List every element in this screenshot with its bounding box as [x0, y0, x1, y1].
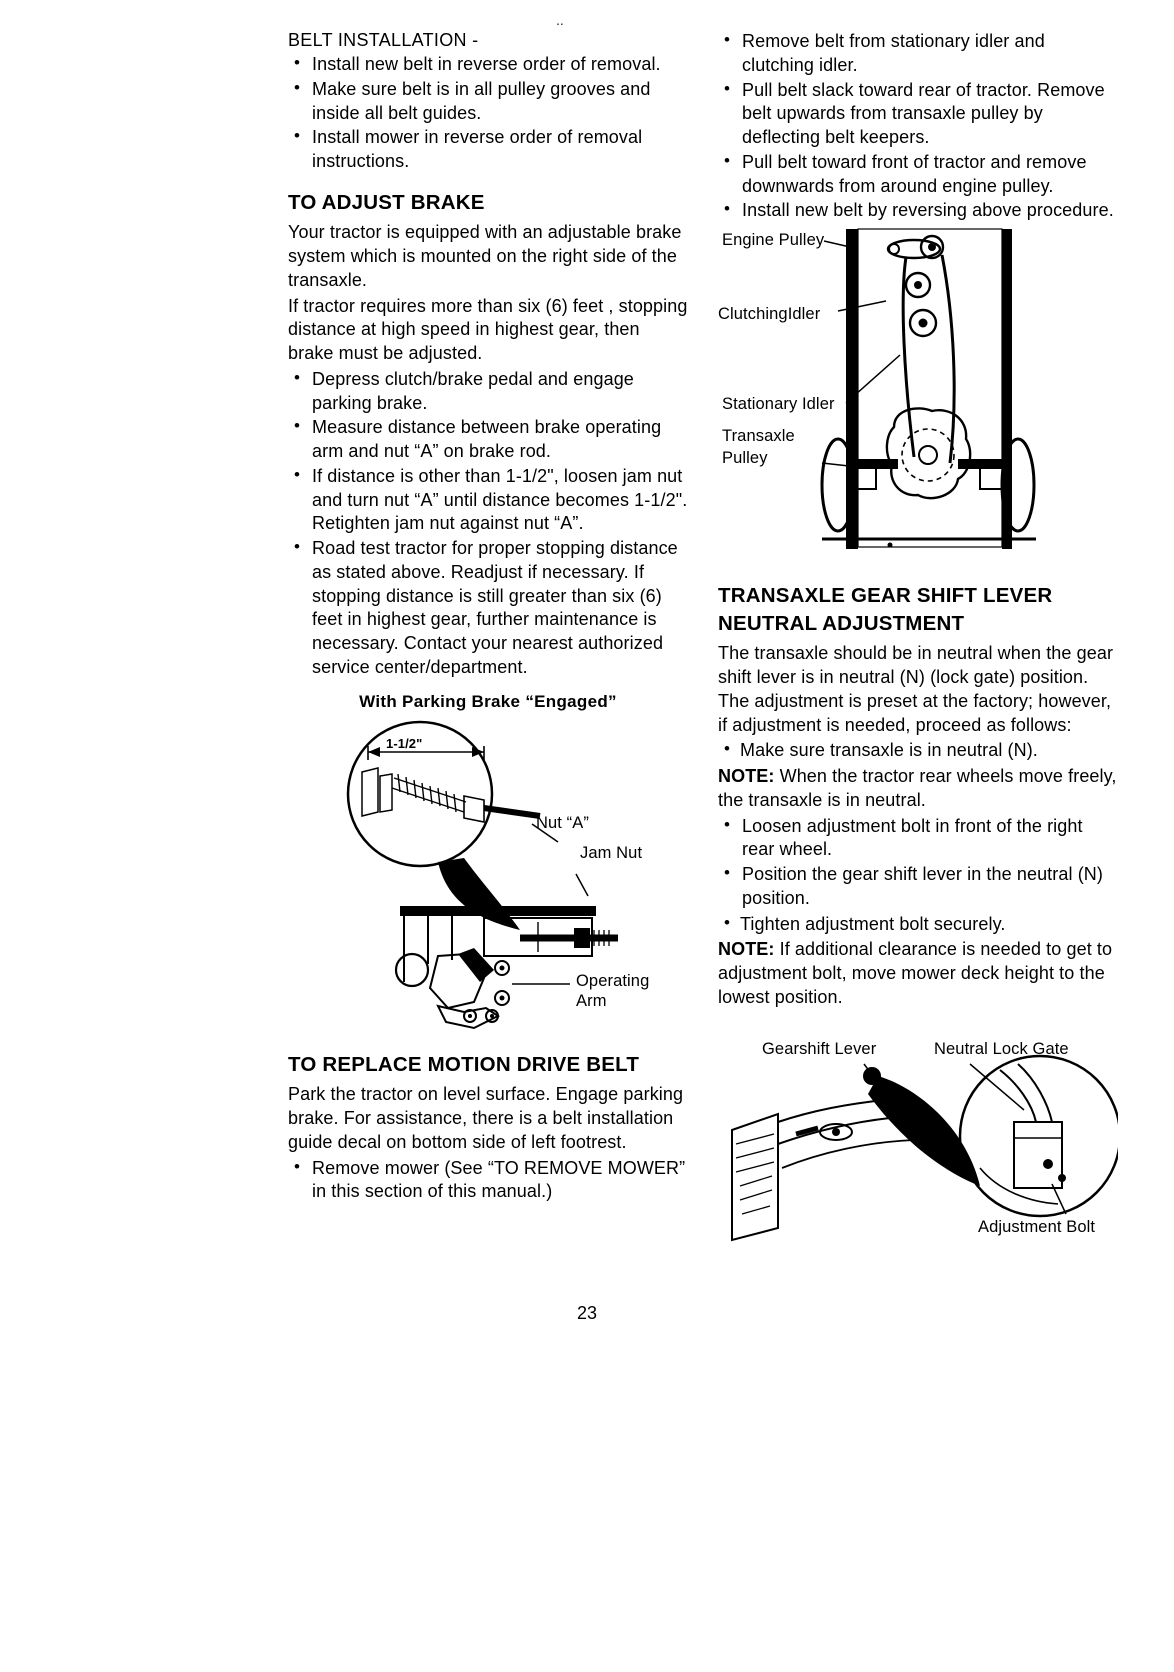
- label-nut-a: Nut “A”: [536, 813, 589, 832]
- label-neutral-lock-gate: Neutral Lock Gate: [934, 1039, 1069, 1058]
- label-brake-gap-dimension: 1-1/2": [386, 735, 423, 751]
- list-item: • Make sure transaxle is in neutral (N).: [718, 739, 1118, 763]
- label-stationary-idler: Stationary Idler: [722, 395, 835, 413]
- motion-drive-belt-list: [288, 1157, 688, 1205]
- belt-installation-list: [288, 53, 688, 174]
- list-item: • If distance is other than 1-1/2", loosen jam nut and turn nut “A” until distance becomes 1-1/2". Retighten jam nut against nut “A”.: [288, 465, 688, 536]
- label-operating-arm-line1: Operating: [576, 971, 650, 990]
- brake-adjustment-figure: [288, 716, 688, 1046]
- adjust-brake-list: [288, 368, 688, 680]
- label-jam-nut: Jam Nut: [580, 843, 643, 862]
- list-item: • Pull belt toward front of tractor and remove downwards from around engine pulley.: [718, 151, 1118, 199]
- list-item: • Install new belt in reverse order of removal.: [288, 53, 688, 77]
- list-item: • Tighten adjustment bolt securely.: [718, 913, 1118, 937]
- page-top-mark: ..: [556, 12, 564, 28]
- motion-drive-belt-heading: TO REPLACE MOTION DRIVE BELT: [288, 1052, 640, 1076]
- brake-figure-caption: With Parking Brake “Engaged”: [359, 691, 617, 711]
- label-gearshift-lever: Gearshift Lever: [762, 1039, 877, 1058]
- list-item: • Road test tractor for proper stopping distance as stated above. Readjust if necessary. If stopping distance is still greater than six (6) feet in highest gear, further maintenance is necessary. Contact your nearest authorized service center/department.: [288, 537, 688, 680]
- belt-installation-heading: BELT INSTALLATION -: [288, 30, 479, 50]
- label-transaxle-pulley-line1: Transaxle: [722, 427, 795, 445]
- note-label: NOTE:: [718, 939, 775, 960]
- label-transaxle-pulley-line2: Pulley: [722, 449, 768, 467]
- label-adjustment-bolt: Adjustment Bolt: [978, 1217, 1096, 1236]
- list-item: • Measure distance between brake operating arm and nut “A” on brake rod.: [288, 416, 688, 464]
- list-item: • Install new belt by reversing above procedure.: [718, 199, 1118, 223]
- note-text: When the tractor rear wheels move freely, the transaxle is in neutral.: [718, 766, 1117, 810]
- gear-shift-paragraph: The transaxle should be in neutral when the gear shift lever is in neutral (N) (lock gate) position. The adjustment is preset at the factory; however, if adjustment is needed, proceed as follows:: [718, 643, 1114, 735]
- motion-drive-belt-figure: [718, 227, 1118, 567]
- list-item: • Install mower in reverse order of removal instructions.: [288, 126, 688, 174]
- label-engine-pulley: Engine Pulley: [722, 231, 825, 249]
- left-column: [288, 30, 688, 1206]
- motion-drive-belt-paragraph: Park the tractor on level surface. Engage parking brake. For assistance, there is a belt installation guide decal on bottom side of left footrest.: [288, 1084, 684, 1152]
- adjust-brake-paragraph-1: Your tractor is equipped with an adjustable brake system which is mounted on the right side of the transaxle.: [288, 222, 682, 290]
- gear-shift-first-bullet: [718, 739, 1118, 763]
- gear-shift-last-bullet: [718, 913, 1118, 937]
- brake-figure-drawing: [288, 716, 688, 1046]
- list-item: • Remove belt from stationary idler and clutching idler.: [718, 30, 1118, 78]
- gear-shift-note-1: [718, 765, 1118, 813]
- gearshift-adjustment-figure: [718, 1018, 1118, 1248]
- gear-shift-note-2: [718, 938, 1118, 1009]
- list-item: • Position the gear shift lever in the neutral (N) position.: [718, 863, 1118, 911]
- list-item: • Depress clutch/brake pedal and engage parking brake.: [288, 368, 688, 416]
- page-number: 23: [576, 1303, 598, 1323]
- label-clutching-idler: ClutchingIdler: [718, 305, 821, 323]
- note-text: If additional clearance is needed to get to adjustment bolt, move mower deck height to the lowest position.: [718, 939, 1113, 1007]
- gear-shift-heading-line2: NEUTRAL ADJUSTMENT: [718, 611, 965, 635]
- belt-removal-list: [718, 30, 1118, 223]
- list-item: • Loosen adjustment bolt in front of the right rear wheel.: [718, 815, 1118, 863]
- list-item: • Make sure belt is in all pulley grooves and inside all belt guides.: [288, 78, 688, 126]
- list-item: • Remove mower (See “TO REMOVE MOWER” in this section of this manual.): [288, 1157, 688, 1205]
- gear-shift-list: [718, 815, 1118, 911]
- label-operating-arm-line2: Arm: [576, 991, 607, 1010]
- right-column: [718, 30, 1118, 1248]
- list-item: • Pull belt slack toward rear of tractor. Remove belt upwards from transaxle pulley by deflecting belt keepers.: [718, 79, 1118, 150]
- adjust-brake-paragraph-2: If tractor requires more than six (6) feet , stopping distance at high speed in highest gear, then brake must be adjusted.: [288, 295, 688, 364]
- adjust-brake-heading: TO ADJUST BRAKE: [288, 190, 485, 214]
- note-label: NOTE:: [718, 766, 775, 786]
- gear-shift-heading-line1: TRANSAXLE GEAR SHIFT LEVER: [718, 584, 1053, 607]
